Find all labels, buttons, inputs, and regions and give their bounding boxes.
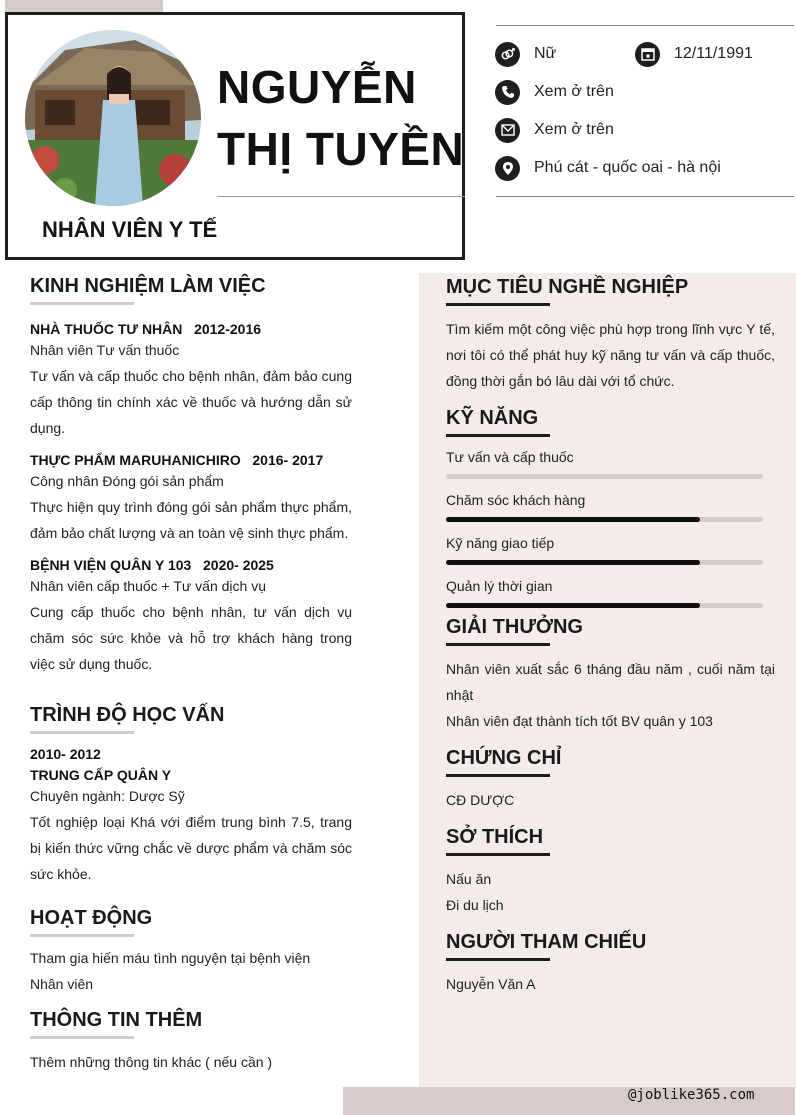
skills-underline <box>446 434 550 437</box>
experience-role: Công nhân Đóng gói sản phẩm <box>30 473 224 489</box>
education-major: Chuyên ngành: Dược Sỹ <box>30 788 185 804</box>
skill-item <box>446 530 775 565</box>
hobbies-line-2: Đi du lịch <box>446 897 504 913</box>
awards-line-2: Nhân viên đạt thành tích tốt BV quân y 103 <box>446 713 713 729</box>
education-school: TRUNG CẤP QUÂN Y <box>30 767 172 783</box>
awards-line-1: Nhân viên xuất sắc 6 tháng đầu năm , cuối năm tại nhật <box>446 661 775 703</box>
skill-label: Chăm sóc khách hàng <box>446 492 586 508</box>
skill-label: Kỹ năng giao tiếp <box>446 535 555 551</box>
awards-heading: GIẢI THƯỞNG <box>446 616 583 638</box>
experience-section <box>30 275 352 677</box>
calendar-icon <box>635 42 660 67</box>
email-item <box>495 116 614 144</box>
name-divider <box>217 196 465 197</box>
gender-icon <box>495 42 520 67</box>
certificates-heading: CHỨNG CHỈ <box>446 747 562 769</box>
objective-underline <box>446 303 550 306</box>
experience-period: 2016- 2017 <box>252 452 324 468</box>
address-item <box>495 154 721 182</box>
skills-section <box>446 407 775 608</box>
experience-company-line <box>30 557 352 573</box>
education-description: Tốt nghiệp loại Khá với điểm trung bình 7.5, trang bị kiến thức vững chắc về dược phẩm và chăm sóc sức khỏe. <box>30 814 352 882</box>
education-section <box>30 704 352 887</box>
birthdate-value: 12/11/1991 <box>674 45 753 62</box>
footer-watermark: @joblike365.com <box>628 1087 755 1103</box>
objective-heading: MỤC TIÊU NGHỀ NGHIỆP <box>446 276 689 298</box>
additional-info-heading: THÔNG TIN THÊM <box>30 1009 203 1031</box>
phone-icon <box>495 80 520 105</box>
certificates-line-1: CĐ DƯỢC <box>446 792 515 808</box>
skill-item <box>446 487 775 522</box>
activities-line-1: Tham gia hiến máu tình nguyện tại bệnh viện <box>30 950 311 966</box>
experience-company-line <box>30 452 352 468</box>
gender-item <box>495 40 556 68</box>
experience-item <box>30 452 352 546</box>
name-line-2: THỊ TUYỀN <box>217 123 465 175</box>
skills-heading: KỸ NĂNG <box>446 407 539 429</box>
hobbies-underline <box>446 853 550 856</box>
job-title: NHÂN VIÊN Y TẾ <box>42 217 218 242</box>
envelope-icon <box>495 118 520 143</box>
skill-item <box>446 573 775 608</box>
references-line-1: Nguyễn Văn A <box>446 976 536 992</box>
experience-period: 2012-2016 <box>194 321 262 337</box>
experience-company-line <box>30 321 352 337</box>
birthdate-item <box>635 40 753 68</box>
certificates-underline <box>446 774 550 777</box>
experience-company: NHÀ THUỐC TƯ NHÂN <box>30 321 183 337</box>
awards-underline <box>446 643 550 646</box>
skill-bar-track <box>446 603 763 608</box>
candidate-name <box>217 56 464 180</box>
additional-info-underline <box>30 1036 134 1039</box>
skill-label: Quản lý thời gian <box>446 578 553 594</box>
objective-section <box>446 276 775 394</box>
gender-value: Nữ <box>534 45 557 62</box>
certificates-section <box>446 747 775 813</box>
experience-company: BỆNH VIỆN QUÂN Y 103 <box>30 557 192 573</box>
experience-description: Cung cấp thuốc cho bệnh nhân, tư vấn dịch vụ chăm sóc sức khỏe và hỗ trợ khách hàng trong việc sử dụng thuốc. <box>30 604 352 672</box>
references-section <box>446 931 775 997</box>
activities-heading: HOẠT ĐỘNG <box>30 907 153 929</box>
experience-role: Nhân viên cấp thuốc + Tư vấn dịch vụ <box>30 578 266 594</box>
skill-bar-track <box>446 474 763 479</box>
experience-underline <box>30 302 134 305</box>
experience-description: Thực hiện quy trình đóng gói sản phẩm thực phẩm, đảm bảo chất lượng và an toàn vệ sinh thực phẩm. <box>30 499 352 541</box>
skill-bar-fill <box>446 560 700 565</box>
hobbies-section <box>446 826 775 918</box>
additional-info-text: Thêm những thông tin khác ( nếu cần ) <box>30 1054 273 1070</box>
hobbies-line-1: Nấu ăn <box>446 871 492 887</box>
activities-line-2: Nhân viên <box>30 976 94 992</box>
references-heading: NGƯỜI THAM CHIẾU <box>446 931 647 953</box>
skill-bar-track <box>446 560 763 565</box>
phone-item <box>495 78 614 106</box>
experience-period: 2020- 2025 <box>203 557 274 573</box>
location-pin-icon <box>495 156 520 181</box>
references-underline <box>446 958 550 961</box>
experience-company: THỰC PHẨM MARUHANICHIRO <box>30 452 241 468</box>
skill-item <box>446 444 775 479</box>
education-period: 2010- 2012 <box>30 746 101 762</box>
experience-description: Tư vấn và cấp thuốc cho bệnh nhân, đảm bảo cung cấp thông tin chính xác về thuốc và hướng dẫn sử dụng. <box>30 368 352 436</box>
experience-item <box>30 321 352 441</box>
activities-underline <box>30 934 134 937</box>
email-value[interactable]: Xem ở trên <box>534 121 614 138</box>
name-line-1: NGUYỄN <box>217 61 417 113</box>
skill-bar-fill <box>446 517 700 522</box>
phone-value[interactable]: Xem ở trên <box>534 83 614 100</box>
additional-info-section <box>30 1009 352 1075</box>
profile-photo <box>25 30 201 206</box>
education-heading: TRÌNH ĐỘ HỌC VẤN <box>30 704 225 726</box>
contact-top-divider <box>496 25 794 26</box>
objective-text: Tìm kiếm một công việc phù hợp trong lĩnh vực Y tế, nơi tôi có thể phát huy kỹ năng tư vấn và cấp thuốc, đồng thời gắn bó lâu dài với tổ chức. <box>446 321 775 389</box>
address-value: Phú cát - quốc oai - hà nội <box>534 159 721 176</box>
skill-bar-track <box>446 517 763 522</box>
awards-section <box>446 616 775 734</box>
contact-bottom-divider <box>496 196 794 197</box>
experience-item <box>30 557 352 677</box>
skill-bar-fill <box>446 603 700 608</box>
experience-role: Nhân viên Tư vấn thuốc <box>30 342 180 358</box>
education-underline <box>30 731 134 734</box>
skill-label: Tư vấn và cấp thuốc <box>446 449 574 465</box>
activities-section <box>30 907 352 997</box>
hobbies-heading: SỞ THÍCH <box>446 826 544 848</box>
experience-heading: KINH NGHIỆM LÀM VIỆC <box>30 275 266 297</box>
